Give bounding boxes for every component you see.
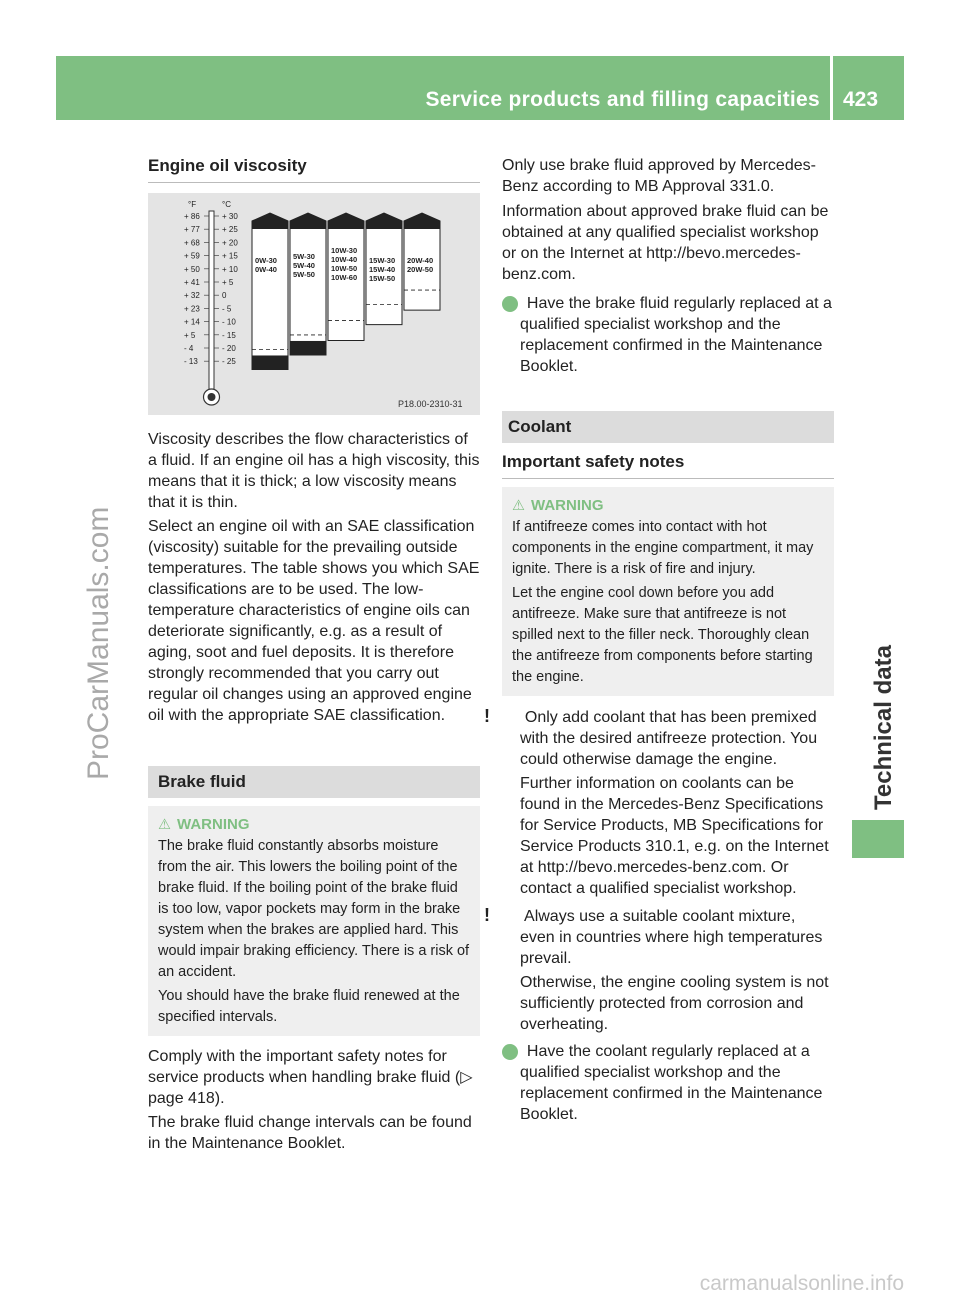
warning-text-cool-down: Let the engine cool down before you add antifreeze. Make sure that antifreeze is not spilled next to the filler neck. Thoroughly clean the antifreeze from components before starting the engine.	[512, 585, 813, 685]
grade-label: 0W-30	[255, 256, 277, 265]
fahrenheit-tick: + 50	[184, 264, 200, 274]
info-note-brake: i Have the brake fluid regularly replaced at a qualified specialist workshop and the replacement confirmed in the Maintenance Booklet.	[499, 295, 832, 375]
grade-label: 5W-30	[293, 252, 315, 261]
grade-columns	[252, 213, 440, 369]
celsius-tick: + 15	[222, 251, 238, 261]
celsius-tick: + 10	[222, 264, 238, 274]
oil-viscosity-chart	[148, 193, 480, 415]
celsius-tick: - 10	[222, 317, 236, 327]
grade-label: 10W-50	[331, 264, 358, 273]
grade-label: 0W-40	[255, 265, 277, 274]
paragraph-info-internet: Information about approved brake fluid can be obtained at any qualified specialist workshop or on the Internet at http://bevo.mercedes-benz.com.	[502, 203, 829, 283]
celsius-tick: - 5	[222, 304, 232, 314]
footer-watermark: carmanualsonline.info	[699, 1272, 904, 1295]
grade-column	[404, 213, 440, 310]
celsius-tick: + 5	[222, 278, 234, 287]
celsius-label: °C	[222, 200, 231, 209]
warning-label: WARNING	[177, 816, 250, 833]
warning-label: WARNING	[531, 497, 604, 514]
paragraph-change-intervals: The brake fluid change intervals can be found in the Maintenance Booklet.	[148, 1114, 472, 1152]
grade-label: 10W-30	[331, 246, 358, 255]
grade-column	[290, 213, 326, 355]
page-number: 423	[843, 88, 879, 111]
section-title-brake-fluid: Brake fluid	[148, 766, 480, 798]
caution-note-premixed: ! Only add coolant that has been premixed with the desired antifreeze protection. You could otherwise damage the engine.	[484, 706, 818, 768]
celsius-tick: - 20	[222, 344, 236, 353]
caution-note-corrosion: Otherwise, the engine cooling system is not sufficiently protected from corrosion and overheating.	[520, 974, 829, 1033]
fahrenheit-tick: + 41	[184, 278, 200, 287]
warning-text-renew: You should have the brake fluid renewed at the specified intervals.	[158, 988, 460, 1025]
grade-label: 10W-60	[331, 273, 358, 282]
info-icon: i	[502, 296, 518, 312]
fahrenheit-tick: + 59	[184, 251, 200, 261]
section-title-engine-oil: Engine oil viscosity	[148, 155, 480, 183]
grade-label: 10W-40	[331, 255, 358, 264]
subsection-title-safety: Important safety notes	[502, 451, 834, 479]
warning-triangle-icon: ⚠	[158, 817, 171, 833]
section-tab-marker	[852, 820, 904, 858]
warning-triangle-icon: ⚠	[512, 498, 525, 514]
caution-icon: !	[484, 706, 490, 726]
fahrenheit-tick: + 86	[184, 212, 200, 221]
thermometer-tube	[209, 211, 214, 389]
fahrenheit-tick: + 68	[184, 238, 200, 248]
grade-column	[366, 213, 402, 325]
celsius-tick: 0	[222, 291, 227, 301]
grade-column	[328, 213, 364, 340]
paragraph-viscosity: Viscosity describes the flow characteristics of a fluid. If an engine oil has a high viscosity, this means that it is thick; a low viscosity means that it is thin.	[148, 431, 480, 511]
caution-note-mixture: ! Always use a suitable coolant mixture, even in countries where high temperatures prevail.	[484, 905, 823, 967]
grade-label: 15W-30	[369, 256, 396, 265]
fahrenheit-label: °F	[188, 200, 197, 209]
fahrenheit-tick: + 5	[184, 330, 196, 340]
paragraph-approval: Only use brake fluid approved by Mercedes-Benz according to MB Approval 331.0.	[502, 157, 816, 195]
celsius-tick: - 15	[222, 330, 236, 340]
warning-box-coolant	[502, 487, 834, 696]
grade-column	[252, 213, 288, 369]
paragraph-safety-notes: Comply with the important safety notes for service products when handling brake fluid (▷ page 418).	[148, 1048, 473, 1107]
paragraph-sae: Select an engine oil with an SAE classification (viscosity) suitable for the prevailing outside temperatures. The table shows you which SAE classifications are to be used. The low-temperature characteristics of engine oils can deteriorate significantly, e.g. as a result of aging, soot and fuel deposits. It is therefore strongly recommended that you carry out regular oil changes using an approved engine oil with the appropriate SAE classification.	[148, 518, 480, 724]
celsius-ticks	[222, 212, 238, 366]
grade-label: 15W-50	[369, 274, 396, 283]
fahrenheit-tick: + 32	[184, 291, 200, 301]
info-note-coolant: i Have the coolant regularly replaced at a qualified specialist workshop and the replacement confirmed in the Maintenance Booklet.	[499, 1043, 823, 1123]
grade-label: 5W-40	[293, 261, 315, 270]
celsius-tick: + 30	[222, 212, 238, 221]
warning-box-brake	[148, 806, 480, 1036]
right-column	[484, 155, 834, 1125]
chart-code: P18.00-2310-31	[398, 399, 463, 409]
fahrenheit-tick: + 23	[184, 304, 200, 314]
page-reference-link[interactable]: (▷ page 418).	[148, 1069, 473, 1107]
celsius-tick: - 25	[222, 357, 236, 367]
header-separator	[830, 56, 833, 120]
fahrenheit-tick: + 77	[184, 225, 200, 235]
grade-label: 20W-40	[407, 256, 434, 265]
fahrenheit-tick: - 4	[184, 344, 194, 353]
fahrenheit-tick: - 13	[184, 357, 198, 367]
grade-label: 20W-50	[407, 265, 434, 274]
warning-text-antifreeze: If antifreeze comes into contact with hot components in the engine compartment, it may ignite. There is a risk of fire and injury.	[512, 519, 814, 577]
left-column	[148, 155, 480, 1154]
celsius-tick: + 20	[222, 238, 238, 248]
caution-note-further-info: Further information on coolants can be found in the Mercedes-Benz Specifications for Service Products, MB Specifications for Service Products 310.1, e.g. on the Internet at http://bevo.mercedes-benz.com. Or contact a qualified specialist workshop.	[520, 775, 829, 897]
grade-label: 5W-50	[293, 270, 315, 279]
info-icon: i	[502, 1044, 518, 1060]
section-title-coolant: Coolant	[502, 411, 834, 443]
fahrenheit-tick: + 14	[184, 317, 200, 327]
page-title: Service products and filling capacities	[425, 88, 820, 111]
grade-label: 15W-40	[369, 265, 396, 274]
caution-icon: !	[484, 905, 490, 925]
warning-text: The brake fluid constantly absorbs moisture from the air. This lowers the boiling point of the brake fluid. If the boiling point of the brake fluid is too low, vapor pockets may form in the brake system when the brakes are applied hard. This would impair braking efficiency. There is a risk of an accident.	[158, 838, 470, 980]
celsius-tick: + 25	[222, 225, 238, 235]
